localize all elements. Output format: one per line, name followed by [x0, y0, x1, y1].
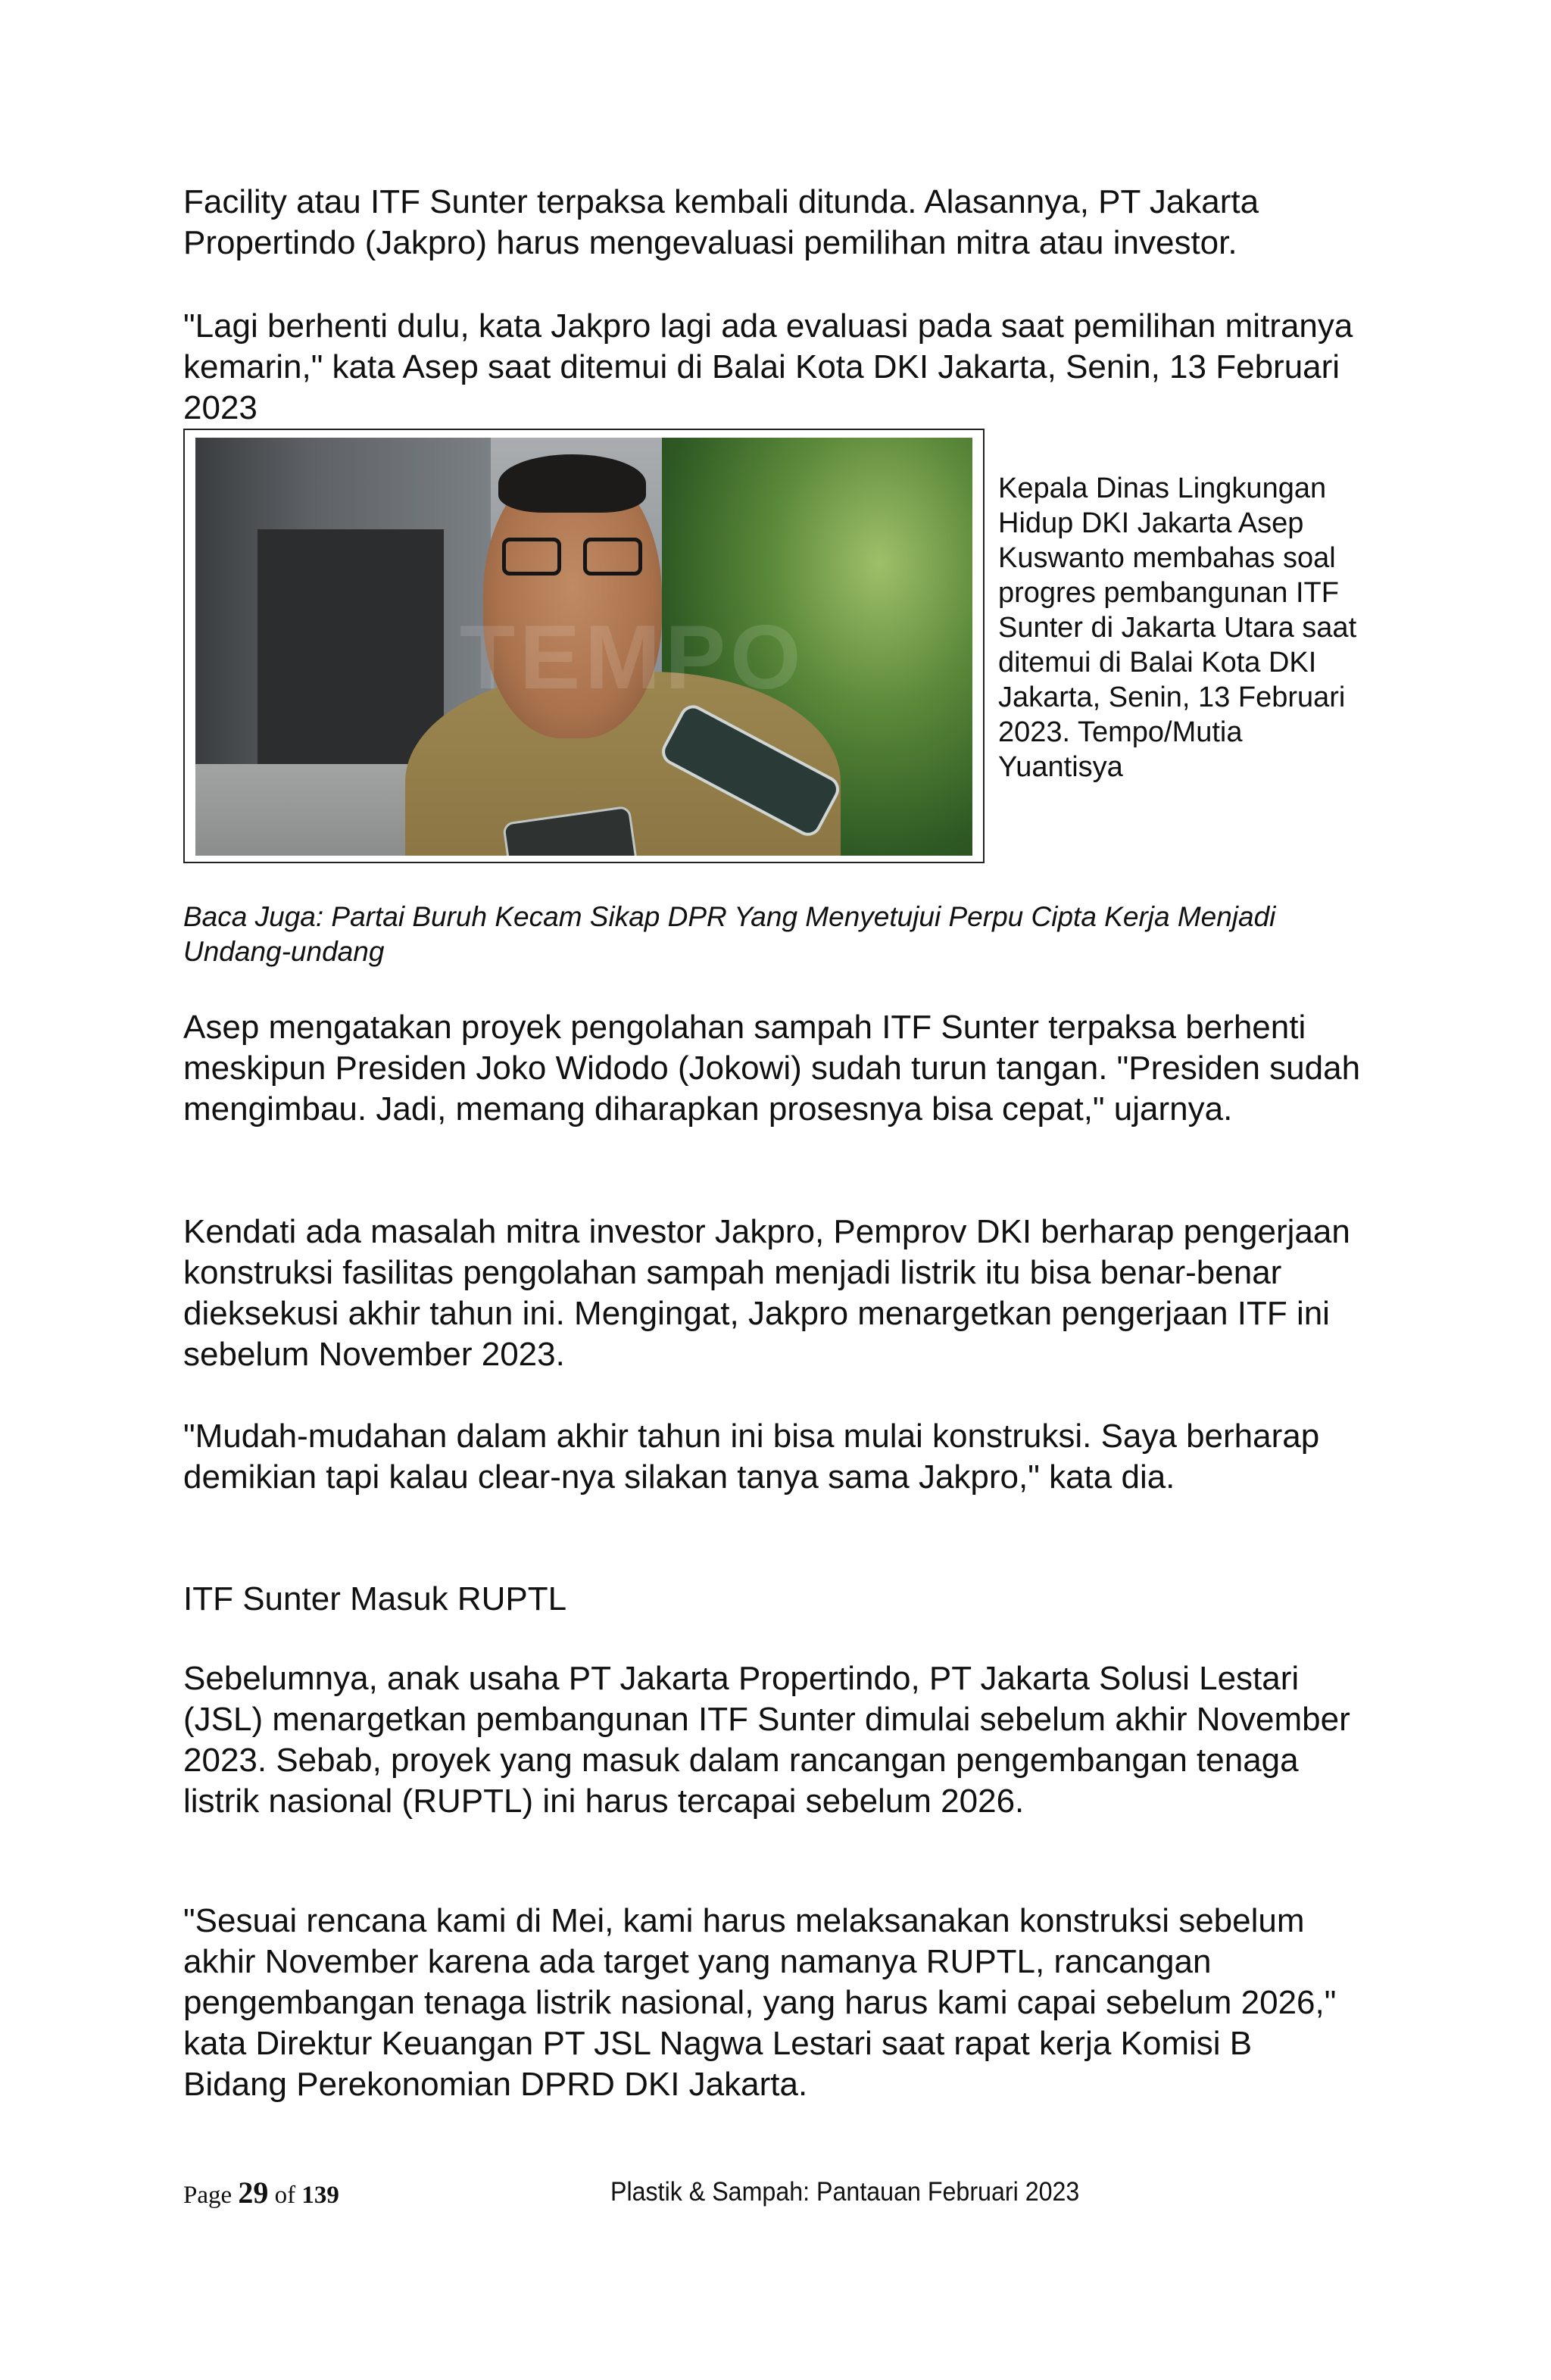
news-photo-frame [183, 429, 985, 863]
paragraph-jokowi: Asep mengatakan proyek pengolahan sampah ITF Sunter terpaksa berhenti meskipun Presiden Joko Widodo (Jokowi) sudah turun tangan. "Presiden sudah mengimbau. Jadi, memang diharapkan prosesnya bisa cepat," ujarnya. [183, 1009, 1361, 1128]
of-word: of [274, 2182, 296, 2209]
photo-caption: Kepala Dinas Lingkungan Hidup DKI Jakarta Asep Kuswanto membahas soal progres pembangunan ITF Sunter di Jakarta Utara saat ditemui di Balai Kota DKI Jakarta, Senin, 13 Februari 2023. Tempo/Mutia Yuantisya [998, 473, 1357, 783]
photo-watermark: TEMPO [459, 606, 806, 708]
paragraph-pemprov: Kendati ada masalah mitra investor Jakpro, Pemprov DKI berharap pengerjaan konstruksi fasilitas pengolahan sampah menjadi listrik itu bisa benar-benar dieksekusi akhir tahun ini. Mengingat, Jakpro menargetkan pengerjaan ITF ini sebelum November 2023. [183, 1213, 1350, 1373]
paragraph-jsl-target: Sebelumnya, anak usaha PT Jakarta Propertindo, PT Jakarta Solusi Lestari (JSL) menargetkan pembangunan ITF Sunter dimulai sebelum akhir November 2023. Sebab, proyek yang masuk dalam rancangan pengembangan tenaga listrik nasional (RUPTL) ini harus tercapai sebelum 2026. [183, 1660, 1350, 1820]
total-pages: 139 [301, 2182, 339, 2209]
page-number: 29 [238, 2176, 269, 2210]
paragraph-quote-nagwa: "Sesuai rencana kami di Mei, kami harus melaksanakan konstruksi sebelum akhir November karena ada target yang namanya RUPTL, rancangan pengembangan tenaga listrik nasional, yang harus kami capai sebelum 2026," kata Direktur Keuangan PT JSL Nagwa Lestari saat rapat kerja Komisi B Bidang Perekonomian DPRD DKI Jakarta. [183, 1902, 1337, 2103]
paragraph-quote-asep: "Lagi berhenti dulu, kata Jakpro lagi ada evaluasi pada saat pemilihan mitranya kemarin," kata Asep saat ditemui di Balai Kota DKI Jakarta, Senin, 13 Februari 2023 [183, 307, 1353, 426]
paragraph-itf-delay: Facility atau ITF Sunter terpaksa kembali ditunda. Alasannya, PT Jakarta Propertindo (Jakpro) harus mengevaluasi pemilihan mitra atau investor. [183, 183, 1259, 261]
page-number-footer [183, 2178, 339, 2210]
related-article-link[interactable]: Baca Juga: Partai Buruh Kecam Sikap DPR Yang Menyetujui Perpu Cipta Kerja Menjadi Undang-undang [183, 901, 1276, 967]
document-title-footer: Plastik & Sampah: Pantauan Februari 2023 [610, 2177, 1080, 2207]
photo-doorway [257, 529, 444, 780]
paragraph-quote-construction: "Mudah-mudahan dalam akhir tahun ini bisa mulai konstruksi. Saya berharap demikian tapi kalau clear-nya silakan tanya sama Jakpro," kata dia. [183, 1418, 1320, 1496]
section-subheading: ITF Sunter Masuk RUPTL [183, 1580, 567, 1617]
photo-person-hair [498, 454, 646, 513]
page-word: Page [183, 2182, 232, 2209]
news-photo-asep-kuswanto [195, 438, 972, 856]
photo-glasses [502, 538, 642, 576]
